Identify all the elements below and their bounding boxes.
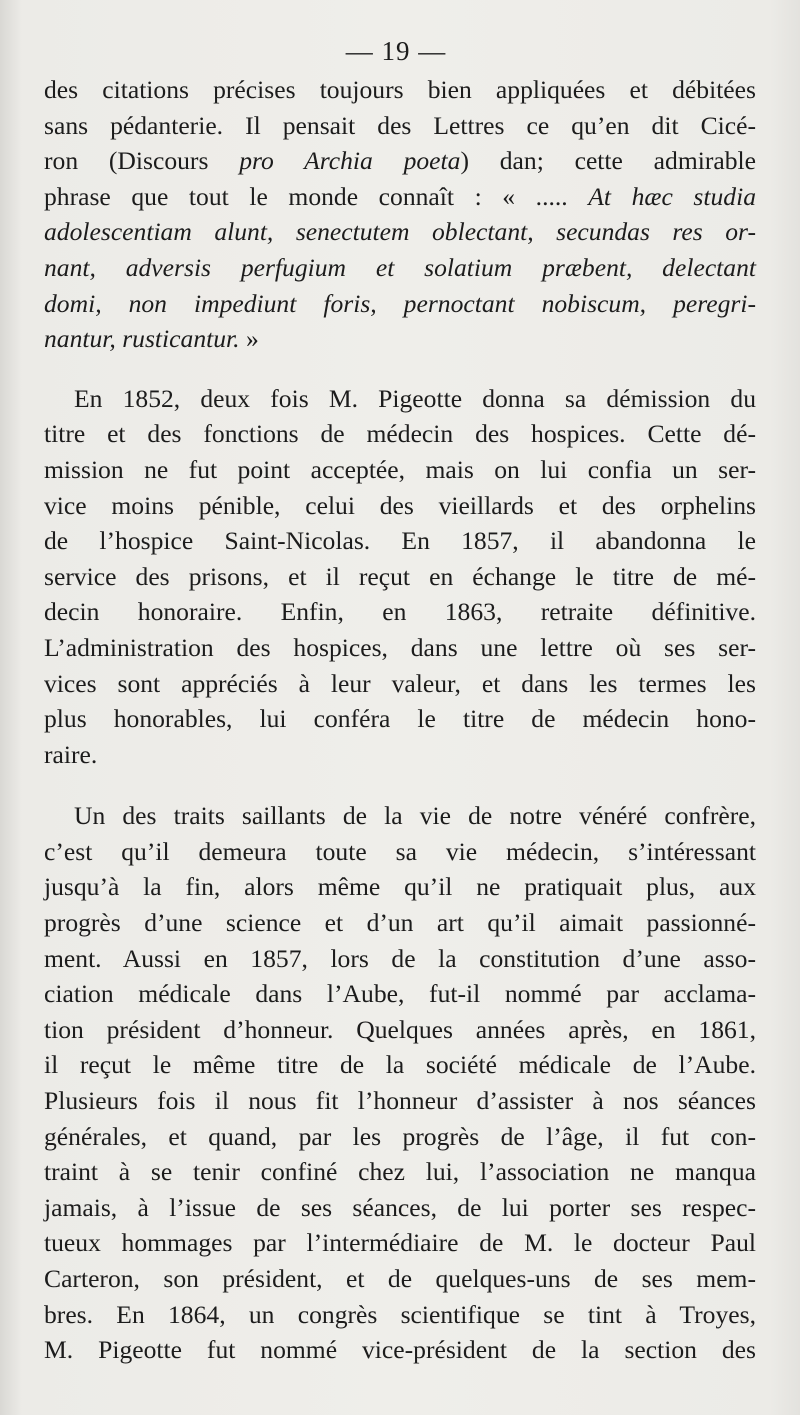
text-run: service des prisons, et il reçut en échange le titre de mé- [44, 561, 756, 591]
text-line [44, 72, 756, 108]
text-line [44, 1225, 756, 1261]
text-run: decin honoraire. Enfin, en 1863, retraite définitive. [44, 597, 756, 627]
text-line [44, 701, 756, 737]
text-run: plus honorables, lui conféra le titre de médecin hono- [44, 704, 756, 734]
text-line [44, 488, 756, 524]
text-line [44, 250, 756, 286]
text-line [44, 1047, 756, 1083]
text-line [44, 869, 756, 905]
text-run: Plusieurs fois il nous fit l’honneur d’assister à nos séances [44, 1086, 756, 1116]
text-run: phrase que tout le monde connaît : « ..... [44, 181, 589, 211]
text-line [44, 321, 756, 357]
text-run: L’administration des hospices, dans une lettre où ses ser- [44, 632, 756, 662]
body-text [44, 72, 756, 1368]
text-run: pro Archia poeta [239, 146, 461, 176]
text-run: » [239, 324, 259, 354]
text-line [44, 452, 756, 488]
paragraph [44, 72, 756, 357]
text-line [44, 559, 756, 595]
text-run: tion président d’honneur. Quelques années après, en 1861, [44, 1014, 756, 1044]
text-line [44, 666, 756, 702]
text-run: jusqu’à la fin, alors même qu’il ne pratiquait plus, aux [44, 872, 756, 902]
text-run: raire. [44, 739, 98, 769]
text-line [44, 1154, 756, 1190]
text-run: At hæc studia [588, 181, 756, 211]
text-line [44, 416, 756, 452]
text-run: nant, adversis perfugium et solatium præbent, delectant [44, 252, 756, 282]
text-run: nantur, rusticantur. [44, 324, 240, 354]
text-line [44, 594, 756, 630]
text-run: mission ne fut point acceptée, mais on lui confia un ser- [44, 454, 756, 484]
text-line [44, 1119, 756, 1155]
text-run: tueux hommages par l’intermédiaire de M. le docteur Paul [44, 1228, 756, 1258]
text-line [44, 1297, 756, 1333]
text-line [44, 834, 756, 870]
text-run: Carteron, son président, et de quelques-uns de ses mem- [44, 1264, 756, 1293]
text-run: M. Pigeotte fut nommé vice-président de la section des [44, 1335, 756, 1365]
page-number: — 19 — [345, 36, 447, 66]
text-run: des citations précises toujours bien appliquées et débitées [44, 75, 756, 104]
text-line [44, 630, 756, 666]
text-line [44, 214, 756, 250]
text-line [44, 381, 756, 417]
text-run: ciation médicale dans l’Aube, fut-il nommé par acclama- [44, 979, 756, 1009]
text-line [44, 143, 756, 179]
text-line [44, 1012, 756, 1048]
text-run: de l’hospice Saint-Nicolas. En 1857, il abandonna le [44, 526, 756, 556]
text-run: adolescentiam alunt, senectutem oblectant, secundas res or- [44, 217, 756, 247]
text-run: il reçut le même titre de la société médicale de l’Aube. [44, 1050, 756, 1080]
text-run: Un des traits saillants de la vie de notre vénéré confrère, [74, 801, 756, 831]
text-line [44, 523, 756, 559]
text-run: titre et des fonctions de médecin des hospices. Cette dé- [44, 419, 756, 449]
text-line [44, 1083, 756, 1119]
text-run: traint à se tenir confiné chez lui, l’association ne manqua [44, 1157, 756, 1187]
text-line [44, 798, 756, 834]
paragraph [44, 381, 756, 773]
text-run: générales, et quand, par les progrès de l’âge, il fut con- [44, 1121, 756, 1151]
text-line [44, 976, 756, 1012]
text-line [44, 1261, 756, 1297]
text-run: domi, non impediunt foris, pernoctant nobiscum, peregri- [44, 288, 756, 318]
text-run: bres. En 1864, un congrès scientifique se tint à Troyes, [44, 1299, 756, 1329]
text-line [44, 1190, 756, 1226]
text-run: ment. Aussi en 1857, lors de la constitution d’une asso- [44, 943, 756, 973]
text-run: c’est qu’il demeura toute sa vie médecin, s’intéressant [44, 836, 756, 866]
paragraph [44, 798, 756, 1368]
text-run: vices sont appréciés à leur valeur, et dans les termes les [44, 668, 756, 698]
text-line [44, 905, 756, 941]
text-run: sans pédanterie. Il pensait des Lettres ce qu’en dit Cicé- [44, 110, 756, 140]
text-run: vice moins pénible, celui des vieillards et des orphelins [44, 490, 756, 520]
text-run: ) dan; cette admirable [460, 146, 756, 176]
text-run: jamais, à l’issue de ses séances, de lui porter ses respec- [44, 1192, 756, 1222]
text-line [44, 108, 756, 144]
text-line [44, 1332, 756, 1368]
text-line [44, 941, 756, 977]
text-run: ron (Discours [44, 146, 240, 176]
paragraph-gap [44, 772, 756, 798]
text-run: progrès d’une science et d’un art qu’il aimait passionné- [44, 908, 756, 938]
text-line [44, 737, 756, 773]
text-line [44, 286, 756, 322]
paragraph-gap [44, 357, 756, 381]
text-run: En 1852, deux fois M. Pigeotte donna sa démission du [74, 383, 756, 413]
text-line [44, 179, 756, 215]
